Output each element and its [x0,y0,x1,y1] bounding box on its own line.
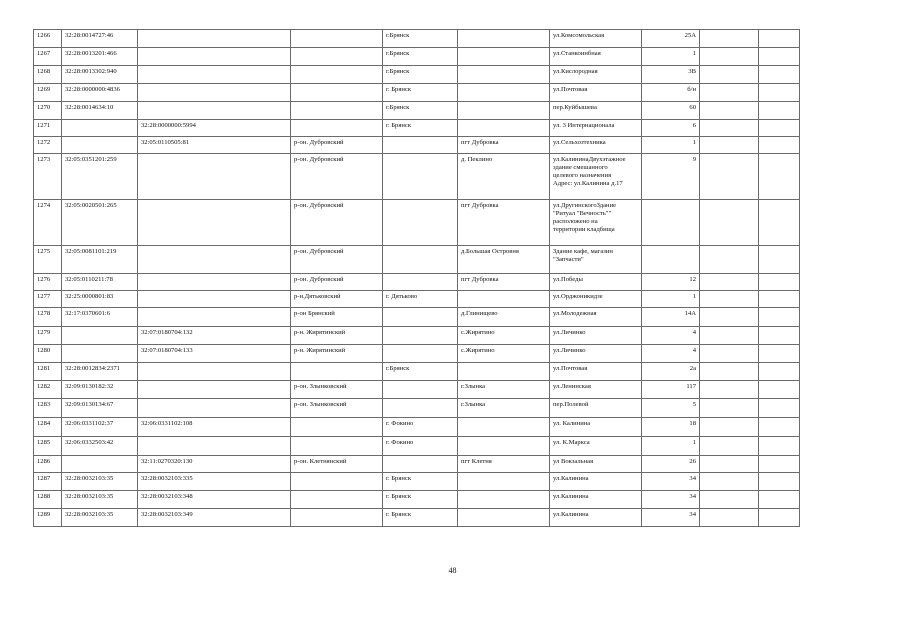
cell-address: пер.Полевой [550,399,642,418]
table-row [34,102,800,120]
cell-district [291,66,383,84]
cell-building-number: 34 [642,473,700,491]
cell-extra-1 [700,48,759,66]
cell-settlement [458,437,550,456]
cell-building-number: 9 [642,154,700,200]
cell-cadastral-number-2: 32:06:0331102:108 [138,418,291,437]
cell-district [291,418,383,437]
cell-city [383,327,458,345]
cell-row-number: 1269 [34,84,62,102]
cell-city: г.Брянск [383,48,458,66]
cell-cadastral-number-2: 32:07:0180704:132 [138,327,291,345]
cell-address: ул.Калинина [550,473,642,491]
cell-cadastral-number: 32:28:0014634:10 [62,102,138,120]
table-row [34,327,800,345]
cell-extra-1 [700,308,759,327]
table-row [34,200,800,246]
cell-building-number: 18 [642,418,700,437]
cell-city: г. Дятьково [383,291,458,308]
cell-building-number: 1 [642,291,700,308]
cell-extra-1 [700,456,759,473]
cell-row-number: 1267 [34,48,62,66]
cell-row-number: 1282 [34,381,62,399]
cell-building-number: 34 [642,491,700,509]
cell-city [383,274,458,291]
cell-cadastral-number-2 [138,399,291,418]
cell-cadastral-number: 32:28:0012834:2371 [62,363,138,381]
cell-extra-1 [700,437,759,456]
table-row [34,345,800,363]
cell-city [383,345,458,363]
cell-extra-2 [759,363,800,381]
cell-building-number: 60 [642,102,700,120]
cell-cadastral-number-2: 32:05:0110505:81 [138,137,291,154]
cell-cadastral-number [62,120,138,137]
cell-row-number: 1280 [34,345,62,363]
cell-settlement [458,491,550,509]
cell-row-number: 1270 [34,102,62,120]
cell-city [383,200,458,246]
cell-address: ул.Калинина [550,491,642,509]
cell-settlement [458,418,550,437]
table-row [34,473,800,491]
cell-extra-1 [700,491,759,509]
cell-extra-2 [759,345,800,363]
cell-settlement: д.Глинищево [458,308,550,327]
cell-address: ул.Сельхозтехника [550,137,642,154]
cell-cadastral-number-2 [138,84,291,102]
cell-cadastral-number-2: 32:28:0032103:348 [138,491,291,509]
cell-building-number: 1 [642,137,700,154]
cell-cadastral-number: 32:28:0014727:46 [62,30,138,48]
cell-building-number: 6 [642,120,700,137]
cell-cadastral-number-2 [138,291,291,308]
cell-address: пер.Куйбышева [550,102,642,120]
table-row [34,48,800,66]
cell-district [291,437,383,456]
cell-row-number: 1276 [34,274,62,291]
cell-cadastral-number-2 [138,363,291,381]
cell-city: г.Брянск [383,30,458,48]
cell-cadastral-number [62,456,138,473]
cell-building-number: 4 [642,327,700,345]
cell-district [291,509,383,527]
cell-cadastral-number: 32:06:0331102:37 [62,418,138,437]
cell-address: ул.ДругинскогоЗдание "Ритуал "Вечность"" расположено на территории кладбища [550,200,642,246]
cell-extra-2 [759,327,800,345]
cell-extra-2 [759,137,800,154]
cell-cadastral-number: 32:28:0032103:35 [62,473,138,491]
cell-extra-1 [700,509,759,527]
cell-city [383,381,458,399]
cell-extra-1 [700,246,759,274]
cell-extra-2 [759,48,800,66]
cell-extra-1 [700,120,759,137]
cell-row-number: 1285 [34,437,62,456]
cell-cadastral-number-2 [138,246,291,274]
cell-row-number: 1272 [34,137,62,154]
cell-district [291,102,383,120]
registry-table [33,29,800,527]
cell-extra-1 [700,363,759,381]
cell-extra-2 [759,418,800,437]
cell-settlement: г.Злынка [458,399,550,418]
cell-cadastral-number-2 [138,66,291,84]
cell-extra-2 [759,102,800,120]
cell-district: р-он. Дубровский [291,246,383,274]
cell-settlement [458,84,550,102]
cell-row-number: 1271 [34,120,62,137]
cell-extra-2 [759,437,800,456]
cell-building-number: 34 [642,509,700,527]
cell-cadastral-number-2: 32:28:0000000:5994 [138,120,291,137]
cell-district: р-он. Злынковский [291,399,383,418]
cell-address: ул. 3 Интернационала [550,120,642,137]
cell-extra-2 [759,381,800,399]
cell-address: ул.Комсомольская [550,30,642,48]
cell-district: р-н.Дятьковский [291,291,383,308]
cell-cadastral-number-2 [138,200,291,246]
cell-cadastral-number: 32:28:0032103:35 [62,491,138,509]
cell-cadastral-number: 32:06:0332503:42 [62,437,138,456]
table-row [34,120,800,137]
table-row [34,418,800,437]
cell-address: ул.Победы [550,274,642,291]
cell-row-number: 1284 [34,418,62,437]
page-number: 48 [448,566,457,575]
cell-address: ул. Калинина [550,418,642,437]
cell-address: ул.Почтовая [550,84,642,102]
cell-building-number: 12 [642,274,700,291]
cell-extra-1 [700,345,759,363]
cell-cadastral-number [62,327,138,345]
cell-district: р-н. Жирятинский [291,327,383,345]
cell-row-number: 1287 [34,473,62,491]
cell-cadastral-number-2 [138,308,291,327]
cell-row-number: 1268 [34,66,62,84]
cell-building-number: 1 [642,437,700,456]
cell-row-number: 1279 [34,327,62,345]
cell-district: р-он. Дубровский [291,154,383,200]
table-row [34,363,800,381]
cell-city: г. Фокино [383,418,458,437]
table-row [34,137,800,154]
table-row [34,246,800,274]
cell-district [291,48,383,66]
table-body [34,30,800,527]
cell-address: ул.Почтовая [550,363,642,381]
cell-district: р-он. Клетнянский [291,456,383,473]
cell-cadastral-number [62,137,138,154]
cell-address: ул.Молодежная [550,308,642,327]
cell-cadastral-number-2 [138,381,291,399]
cell-cadastral-number: 32:05:0351201:259 [62,154,138,200]
cell-city [383,456,458,473]
table-row [34,30,800,48]
cell-district [291,84,383,102]
cell-settlement: пгт Дубровка [458,200,550,246]
cell-district: р-он. Дубровский [291,200,383,246]
cell-extra-2 [759,308,800,327]
cell-cadastral-number-2 [138,48,291,66]
cell-extra-2 [759,120,800,137]
cell-cadastral-number: 32:05:0081101:219 [62,246,138,274]
cell-cadastral-number: 32:05:0110211:78 [62,274,138,291]
cell-district: р-он Брянский [291,308,383,327]
cell-settlement: пгт Клетня [458,456,550,473]
cell-cadastral-number-2: 32:11:0270320:130 [138,456,291,473]
cell-cadastral-number: 32:28:0032103:35 [62,509,138,527]
cell-settlement: д.Большая Островня [458,246,550,274]
cell-district [291,120,383,137]
cell-settlement [458,66,550,84]
cell-building-number: 25А [642,30,700,48]
cell-extra-1 [700,399,759,418]
cell-row-number: 1273 [34,154,62,200]
cell-extra-1 [700,66,759,84]
cell-building-number: 14А [642,308,700,327]
cell-row-number: 1286 [34,456,62,473]
cell-row-number: 1281 [34,363,62,381]
cell-address: ул.Ленинская [550,381,642,399]
table-row [34,491,800,509]
cell-cadastral-number-2 [138,154,291,200]
cell-cadastral-number-2: 32:28:0032103:335 [138,473,291,491]
cell-row-number: 1283 [34,399,62,418]
cell-settlement [458,473,550,491]
table-row [34,456,800,473]
table-row [34,437,800,456]
cell-extra-2 [759,154,800,200]
cell-settlement [458,102,550,120]
cell-extra-1 [700,381,759,399]
cell-settlement: с.Жирятино [458,327,550,345]
table-row [34,509,800,527]
cell-cadastral-number: 32:28:0000000:4836 [62,84,138,102]
cell-row-number: 1278 [34,308,62,327]
cell-address: ул.Личинко [550,327,642,345]
cell-cadastral-number-2 [138,102,291,120]
cell-building-number: б/н [642,84,700,102]
table-row [34,274,800,291]
cell-address: ул Вокзальная [550,456,642,473]
cell-extra-1 [700,327,759,345]
cell-extra-1 [700,154,759,200]
cell-settlement [458,30,550,48]
cell-settlement [458,291,550,308]
cell-settlement: г.Злынка [458,381,550,399]
cell-city: г.Брянск [383,363,458,381]
cell-address: ул.Станкоинбная [550,48,642,66]
table-row [34,308,800,327]
cell-address: ул.КалининаДвухэтажное здание смешанного целевого назначения Адрес: ул.Калинина д.17 [550,154,642,200]
cell-district: р-он. Дубровский [291,274,383,291]
cell-extra-2 [759,274,800,291]
table-row [34,399,800,418]
cell-extra-1 [700,137,759,154]
cell-district [291,491,383,509]
cell-row-number: 1275 [34,246,62,274]
cell-address: ул.Кислородная [550,66,642,84]
cell-building-number: 1 [642,48,700,66]
cell-row-number: 1288 [34,491,62,509]
cell-extra-2 [759,291,800,308]
cell-city: г. Брянск [383,473,458,491]
cell-cadastral-number-2: 32:28:0032103:349 [138,509,291,527]
cell-building-number [642,200,700,246]
cell-extra-2 [759,200,800,246]
cell-city [383,154,458,200]
cell-building-number: 117 [642,381,700,399]
cell-extra-2 [759,30,800,48]
cell-city [383,137,458,154]
table-row [34,381,800,399]
cell-settlement: с.Жирятино [458,345,550,363]
cell-cadastral-number: 32:28:0013302:940 [62,66,138,84]
cell-settlement [458,120,550,137]
cell-city: г. Брянск [383,120,458,137]
cell-extra-2 [759,491,800,509]
cell-extra-2 [759,246,800,274]
cell-extra-1 [700,84,759,102]
cell-cadastral-number: 32:17:0370601:6 [62,308,138,327]
cell-city: г.Брянск [383,66,458,84]
cell-building-number: 26 [642,456,700,473]
cell-building-number: 2а [642,363,700,381]
cell-city [383,246,458,274]
cell-extra-1 [700,473,759,491]
cell-extra-2 [759,84,800,102]
cell-extra-2 [759,456,800,473]
cell-settlement: д. Пеклино [458,154,550,200]
cell-city: г. Фокино [383,437,458,456]
cell-district: р-он. Злынковский [291,381,383,399]
cell-city [383,308,458,327]
cell-building-number: 4 [642,345,700,363]
table-row [34,291,800,308]
cell-settlement [458,509,550,527]
cell-extra-1 [700,418,759,437]
cell-address: Здание кафе, магазин "Запчасти" [550,246,642,274]
table-row [34,154,800,200]
cell-building-number: 3В [642,66,700,84]
table-row [34,66,800,84]
cell-extra-1 [700,274,759,291]
cell-district: р-н. Жирятинский [291,345,383,363]
cell-district [291,30,383,48]
cell-cadastral-number-2: 32:07:0180704:133 [138,345,291,363]
cell-city: г.Брянск [383,102,458,120]
cell-extra-2 [759,509,800,527]
cell-cadastral-number-2 [138,437,291,456]
cell-district [291,363,383,381]
cell-extra-2 [759,399,800,418]
cell-cadastral-number: 32:28:0013201:466 [62,48,138,66]
cell-building-number [642,246,700,274]
cell-cadastral-number: 32:25:0000801:83 [62,291,138,308]
cell-district: р-он. Дубровский [291,137,383,154]
cell-cadastral-number: 32:09:0130182:32 [62,381,138,399]
cell-city: г. Брянск [383,509,458,527]
cell-row-number: 1277 [34,291,62,308]
cell-city: г. Брянск [383,84,458,102]
cell-building-number: 5 [642,399,700,418]
cell-row-number: 1266 [34,30,62,48]
cell-extra-1 [700,291,759,308]
cell-city [383,399,458,418]
cell-address: ул. К.Маркса [550,437,642,456]
cell-cadastral-number: 32:09:0130134:67 [62,399,138,418]
cell-district [291,473,383,491]
table-row [34,84,800,102]
cell-settlement: пгт Дубровка [458,137,550,154]
cell-settlement [458,363,550,381]
cell-address: ул.Личинко [550,345,642,363]
cell-cadastral-number-2 [138,274,291,291]
cell-row-number: 1274 [34,200,62,246]
cell-extra-1 [700,102,759,120]
cell-address: ул.Орджоникидзе [550,291,642,308]
cell-extra-2 [759,473,800,491]
cell-city: г. Брянск [383,491,458,509]
cell-cadastral-number: 32:05:0020501:265 [62,200,138,246]
cell-cadastral-number-2 [138,30,291,48]
cell-extra-2 [759,66,800,84]
cell-settlement [458,48,550,66]
cell-settlement: пгт Дубровка [458,274,550,291]
cell-row-number: 1289 [34,509,62,527]
cell-extra-1 [700,30,759,48]
cell-address: ул.Калинина [550,509,642,527]
cell-cadastral-number [62,345,138,363]
cell-extra-1 [700,200,759,246]
